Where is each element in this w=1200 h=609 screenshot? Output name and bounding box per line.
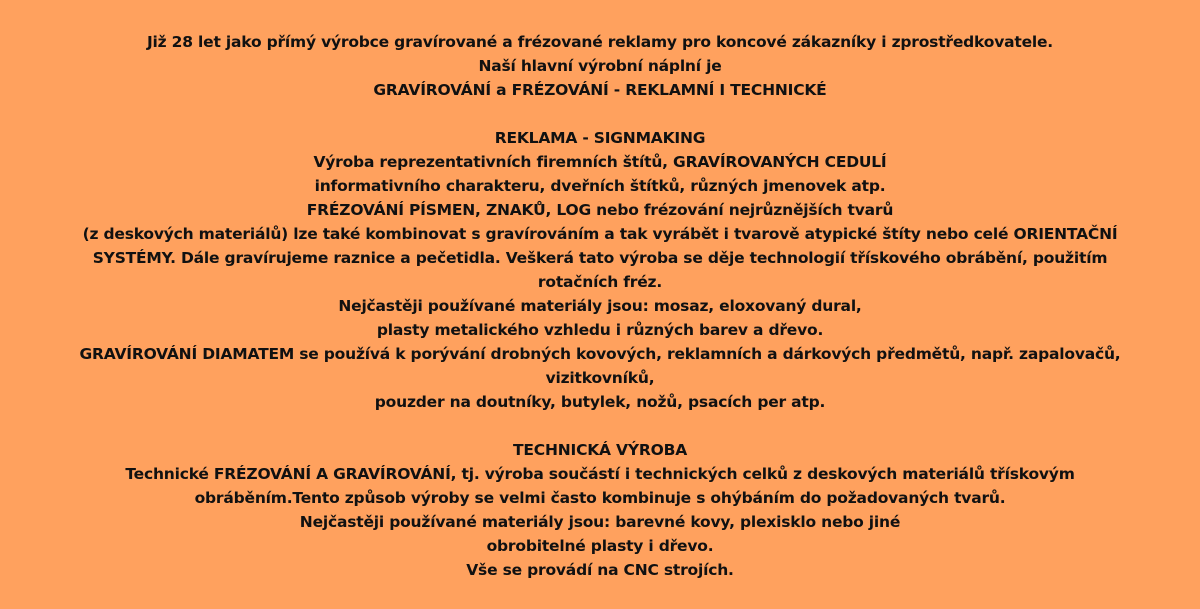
reklama-line-7: Nejčastěji používané materiály jsou: mosaz, eloxovaný dural, <box>338 297 862 315</box>
intro-line-1: Již 28 let jako přímý výrobce gravírované a frézované reklamy pro koncové zákazníky i zprostředkovatele. <box>146 33 1053 51</box>
reklama-line-6: rotačních fréz. <box>537 273 663 291</box>
spacer <box>0 102 1200 126</box>
technicka-line-3: Nejčastěji používané materiály jsou: barevné kovy, plexisklo nebo jiné <box>299 513 901 531</box>
reklama-line-2: informativního charakteru, dveřních štítků, různých jmenovek atp. <box>314 177 886 195</box>
reklama-section <box>0 126 1200 414</box>
reklama-line-3: FRÉZOVÁNÍ PÍSMEN, ZNAKŮ, LOG nebo frézování nejrůznějších tvarů <box>306 201 894 219</box>
technicka-line-4: obrobitelné plasty i dřevo. <box>486 537 714 555</box>
reklama-line-11: pouzder na doutníky, butylek, nožů, psacích per atp. <box>374 393 826 411</box>
intro-section <box>0 30 1200 102</box>
reklama-line-9: GRAVÍROVÁNÍ DIAMATEM se používá k porývání drobných kovových, reklamních a dárkových předmětů, např. zapalovačů, <box>79 345 1121 363</box>
technicka-heading: TECHNICKÁ VÝROBA <box>513 441 687 459</box>
intro-line-2: Naší hlavní výrobní náplní je <box>478 57 722 75</box>
technicka-line-2: obráběním.Tento způsob výroby se velmi často kombinuje s ohýbáním do požadovaných tvarů. <box>194 489 1006 507</box>
technicka-line-1: Technické FRÉZOVÁNÍ A GRAVÍROVÁNÍ, tj. výroba součástí i technických celků z deskových materiálů třískovým <box>125 465 1075 483</box>
reklama-line-4: (z deskových materiálů) lze také kombinovat s gravírováním a tak vyrábět i tvarově atypické štíty nebo celé ORIENTAČNÍ <box>82 225 1118 243</box>
spacer <box>0 414 1200 438</box>
reklama-line-10: vizitkovníků, <box>545 369 655 387</box>
reklama-heading: REKLAMA - SIGNMAKING <box>494 129 706 147</box>
reklama-line-1: Výroba reprezentativních firemních štítů, GRAVÍROVANÝCH CEDULÍ <box>313 153 887 171</box>
technicka-section <box>0 438 1200 582</box>
technicka-line-5: Vše se provádí na CNC strojích. <box>466 561 734 579</box>
reklama-line-8: plasty metalického vzhledu i různých barev a dřevo. <box>376 321 824 339</box>
reklama-line-5: SYSTÉMY. Dále gravírujeme raznice a pečetidla. Veškerá tato výroba se děje technologií třískového obrábění, použitím <box>92 249 1108 267</box>
intro-line-3: GRAVÍROVÁNÍ a FRÉZOVÁNÍ - REKLAMNÍ I TECHNICKÉ <box>373 81 827 99</box>
